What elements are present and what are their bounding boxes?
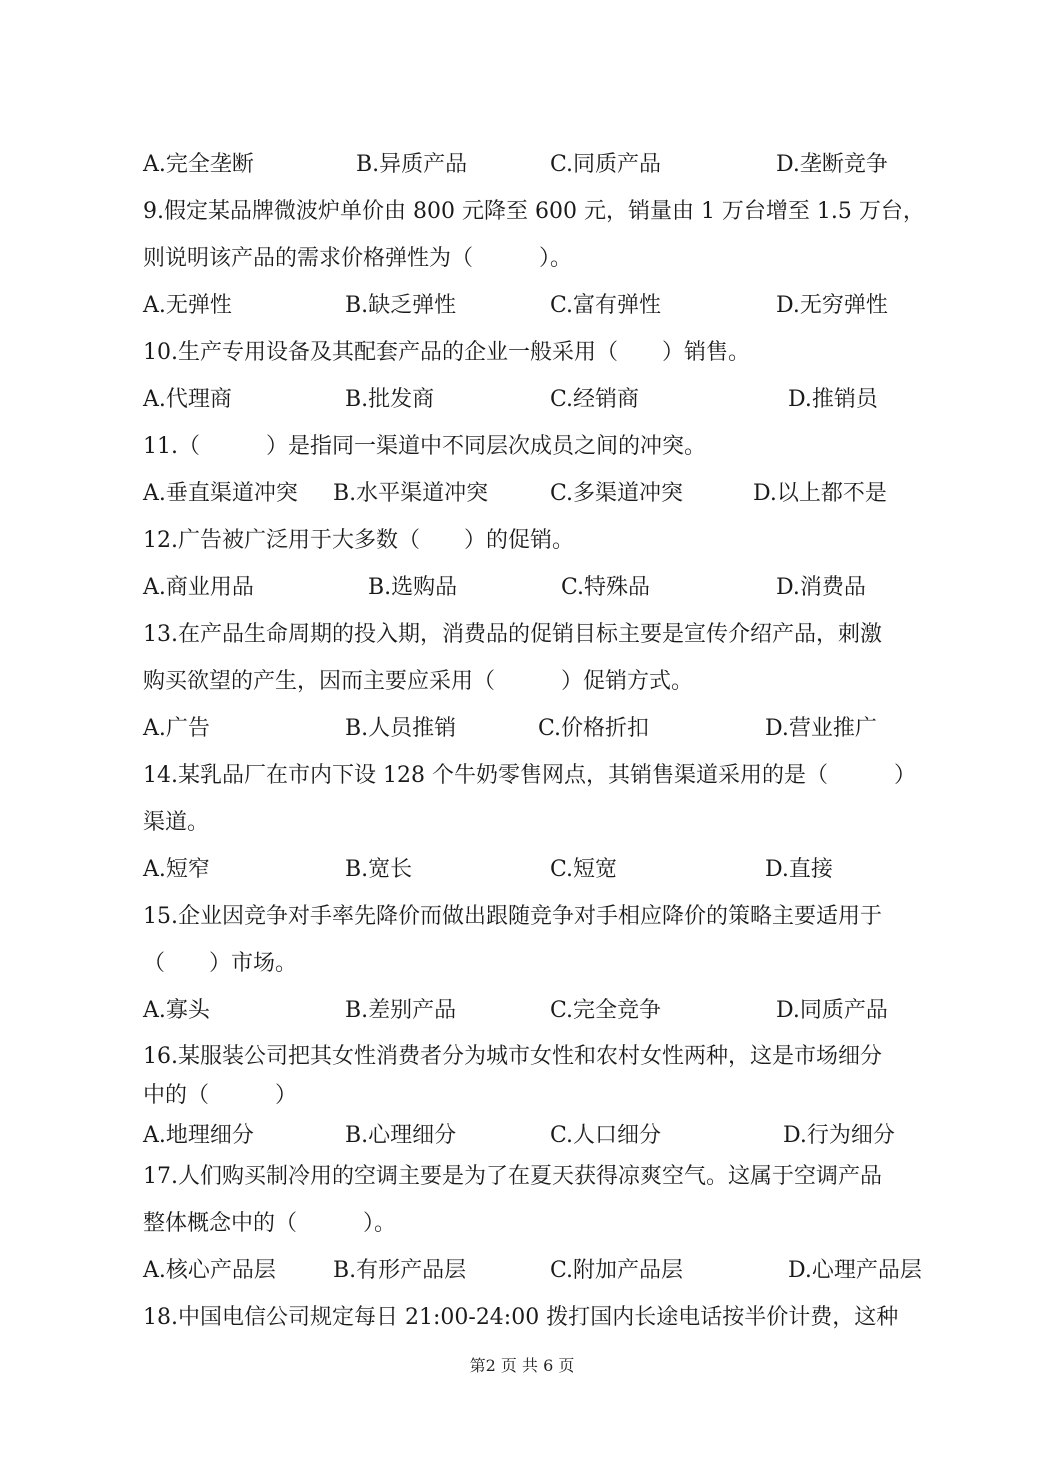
q14-stem-line2: 渠道。 — [143, 810, 210, 835]
q15-option-a: A.寡头 — [143, 998, 210, 1023]
q10-option-d: D.推销员 — [788, 387, 878, 412]
q11-option-d: D.以上都不是 — [753, 481, 887, 506]
q10-option-c: C.经销商 — [550, 387, 640, 412]
q13-option-c: C.价格折扣 — [538, 716, 650, 741]
q13-stem-line1: 13.在产品生命周期的投入期，消费品的促销目标主要是宣传介绍产品，刺激 — [143, 622, 882, 647]
q14-option-c: C.短宽 — [550, 857, 618, 882]
q12-option-d: D.消费品 — [776, 575, 866, 600]
q17-stem-line1: 17.人们购买制冷用的空调主要是为了在夏天获得凉爽空气。这属于空调产品 — [143, 1164, 882, 1189]
q17-option-a: A.核心产品层 — [143, 1258, 276, 1283]
q17-option-c: C.附加产品层 — [550, 1258, 684, 1283]
q18-stem-line1: 18.中国电信公司规定每日 21:00-24:00 拨打国内长途电话按半价计费，这种 — [143, 1305, 899, 1330]
q9-option-b: B.缺乏弹性 — [345, 293, 457, 318]
q15-option-b: B.差别产品 — [345, 998, 457, 1023]
q9-stem-line1: 9.假定某品牌微波炉单价由 800 元降至 600 元，销量由 1 万台增至 1.5 万台， — [143, 199, 925, 224]
q15-option-d: D.同质产品 — [776, 998, 888, 1023]
q13-option-d: D.营业推广 — [765, 716, 877, 741]
q11-option-b: B.水平渠道冲突 — [333, 481, 489, 506]
q12-stem: 12.广告被广泛用于大多数（ ）的促销。 — [143, 528, 574, 553]
q16-stem-line1: 16.某服装公司把其女性消费者分为城市女性和农村女性两种，这是市场细分 — [143, 1044, 882, 1069]
q10-option-a: A.代理商 — [143, 387, 232, 412]
q11-option-a: A.垂直渠道冲突 — [143, 481, 298, 506]
q12-option-a: A.商业用品 — [143, 575, 254, 600]
q15-stem-line1: 15.企业因竞争对手率先降价而做出跟随竞争对手相应降价的策略主要适用于 — [143, 904, 882, 929]
q13-option-a: A.广告 — [143, 716, 210, 741]
q14-option-d: D.直接 — [765, 857, 833, 882]
q8-option-b: B.异质产品 — [356, 152, 468, 177]
q9-stem-line2: 则说明该产品的需求价格弹性为（ ）。 — [143, 246, 573, 271]
q15-stem-line2: （ ）市场。 — [143, 951, 298, 976]
q13-option-b: B.人员推销 — [345, 716, 457, 741]
q16-option-b: B.心理细分 — [345, 1123, 457, 1148]
q16-option-c: C.人口细分 — [550, 1123, 662, 1148]
q17-option-d: D.心理产品层 — [788, 1258, 922, 1283]
q12-option-c: C.特殊品 — [561, 575, 651, 600]
q12-option-b: B.选购品 — [368, 575, 458, 600]
q8-option-a: A.完全垄断 — [143, 152, 254, 177]
q14-option-b: B.宽长 — [345, 857, 413, 882]
q17-stem-line2: 整体概念中的（ ）。 — [143, 1211, 397, 1236]
q17-option-b: B.有形产品层 — [333, 1258, 467, 1283]
q10-stem: 10.生产专用设备及其配套产品的企业一般采用（ ）销售。 — [143, 340, 750, 365]
q15-option-c: C.完全竞争 — [550, 998, 662, 1023]
q14-stem-line1: 14.某乳品厂在市内下设 128 个牛奶零售网点，其销售渠道采用的是（ ） — [143, 763, 916, 788]
q13-stem-line2: 购买欲望的产生，因而主要应采用（ ）促销方式。 — [143, 669, 694, 694]
q9-option-d: D.无穷弹性 — [776, 293, 888, 318]
q8-option-c: C.同质产品 — [550, 152, 662, 177]
q16-option-a: A.地理细分 — [143, 1123, 254, 1148]
q9-option-c: C.富有弹性 — [550, 293, 662, 318]
q8-option-d: D.垄断竞争 — [776, 152, 888, 177]
q16-stem-line2: 中的（ ） — [143, 1083, 298, 1108]
q14-option-a: A.短窄 — [143, 857, 210, 882]
page-footer: 第2 页 共 6 页 — [469, 1356, 575, 1375]
q10-option-b: B.批发商 — [345, 387, 435, 412]
q11-option-c: C.多渠道冲突 — [550, 481, 684, 506]
q11-stem: 11.（ ）是指同一渠道中不同层次成员之间的冲突。 — [143, 434, 706, 459]
q16-option-d: D.行为细分 — [783, 1123, 895, 1148]
q9-option-a: A.无弹性 — [143, 293, 232, 318]
